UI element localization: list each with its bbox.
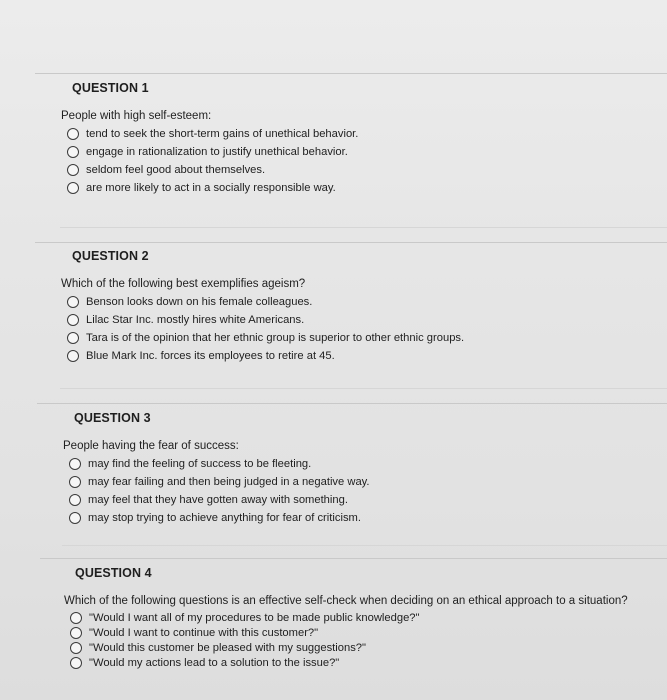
answer-option-label: engage in rationalization to justify unethical behavior. xyxy=(86,146,348,158)
answer-option[interactable] xyxy=(64,655,664,670)
question-prompt: People having the fear of success: xyxy=(63,440,239,452)
question-title: QUESTION 4 xyxy=(75,566,152,580)
radio-button[interactable] xyxy=(70,627,82,639)
answer-option-label: "Would I want all of my procedures to be made public knowledge?" xyxy=(89,611,420,624)
answer-option[interactable] xyxy=(61,311,661,329)
answer-option[interactable] xyxy=(61,161,661,179)
radio-button[interactable] xyxy=(70,642,82,654)
answer-option-label: may feel that they have gotten away with something. xyxy=(88,494,348,506)
answer-option[interactable] xyxy=(61,347,661,365)
radio-button[interactable] xyxy=(67,146,79,158)
radio-button[interactable] xyxy=(69,494,81,506)
radio-button[interactable] xyxy=(67,128,79,140)
answer-option[interactable] xyxy=(64,640,664,655)
question-title: QUESTION 3 xyxy=(74,411,151,425)
answer-option-label: Benson looks down on his female colleagues. xyxy=(86,296,313,308)
answer-option-label: are more likely to act in a socially responsible way. xyxy=(86,182,336,194)
answer-option[interactable] xyxy=(61,329,661,347)
radio-button[interactable] xyxy=(67,332,79,344)
divider xyxy=(35,73,667,74)
answer-option-label: seldom feel good about themselves. xyxy=(86,164,266,176)
answer-option-label: may find the feeling of success to be fleeting. xyxy=(88,458,312,470)
answer-option-label: may fear failing and then being judged in a negative way. xyxy=(88,476,370,488)
answer-option[interactable] xyxy=(64,625,664,640)
answer-option-label: Blue Mark Inc. forces its employees to retire at 45. xyxy=(86,350,335,362)
divider xyxy=(40,558,667,559)
radio-button[interactable] xyxy=(67,350,79,362)
question-title: QUESTION 2 xyxy=(72,249,149,263)
divider xyxy=(35,242,667,243)
answer-option[interactable] xyxy=(63,473,663,491)
question-4 xyxy=(64,566,664,670)
radio-button[interactable] xyxy=(69,476,81,488)
radio-button[interactable] xyxy=(69,458,81,470)
divider xyxy=(62,545,667,546)
question-1 xyxy=(61,81,661,197)
radio-button[interactable] xyxy=(70,657,82,669)
answer-option[interactable] xyxy=(61,143,661,161)
radio-button[interactable] xyxy=(69,512,81,524)
answer-option[interactable] xyxy=(64,610,664,625)
answer-option-label: "Would I want to continue with this customer?" xyxy=(89,626,319,639)
answer-option[interactable] xyxy=(63,509,663,527)
answer-option-label: "Would this customer be pleased with my suggestions?" xyxy=(89,641,366,654)
answer-option[interactable] xyxy=(61,125,661,143)
divider xyxy=(60,227,667,228)
answer-option-label: Lilac Star Inc. mostly hires white Americans. xyxy=(86,314,305,326)
question-3 xyxy=(63,411,663,527)
divider xyxy=(60,388,667,389)
question-2 xyxy=(61,249,661,365)
question-prompt: People with high self-esteem: xyxy=(61,110,212,122)
answer-option-label: may stop trying to achieve anything for fear of criticism. xyxy=(88,512,361,524)
radio-button[interactable] xyxy=(67,164,79,176)
answer-option-label: "Would my actions lead to a solution to the issue?" xyxy=(89,656,340,669)
answer-option[interactable] xyxy=(61,179,661,197)
answer-option[interactable] xyxy=(63,491,663,509)
radio-button[interactable] xyxy=(67,314,79,326)
question-prompt: Which of the following best exemplifies ageism? xyxy=(61,278,306,290)
radio-button[interactable] xyxy=(67,182,79,194)
answer-option-label: Tara is of the opinion that her ethnic group is superior to other ethnic groups. xyxy=(86,332,465,344)
radio-button[interactable] xyxy=(67,296,79,308)
radio-button[interactable] xyxy=(70,612,82,624)
answer-option-label: tend to seek the short-term gains of unethical behavior. xyxy=(86,128,359,140)
answer-option[interactable] xyxy=(63,455,663,473)
answer-option[interactable] xyxy=(61,293,661,311)
question-title: QUESTION 1 xyxy=(72,81,149,95)
question-prompt: Which of the following questions is an effective self-check when deciding on an ethical approach to a situation? xyxy=(64,595,628,607)
divider xyxy=(37,403,667,404)
